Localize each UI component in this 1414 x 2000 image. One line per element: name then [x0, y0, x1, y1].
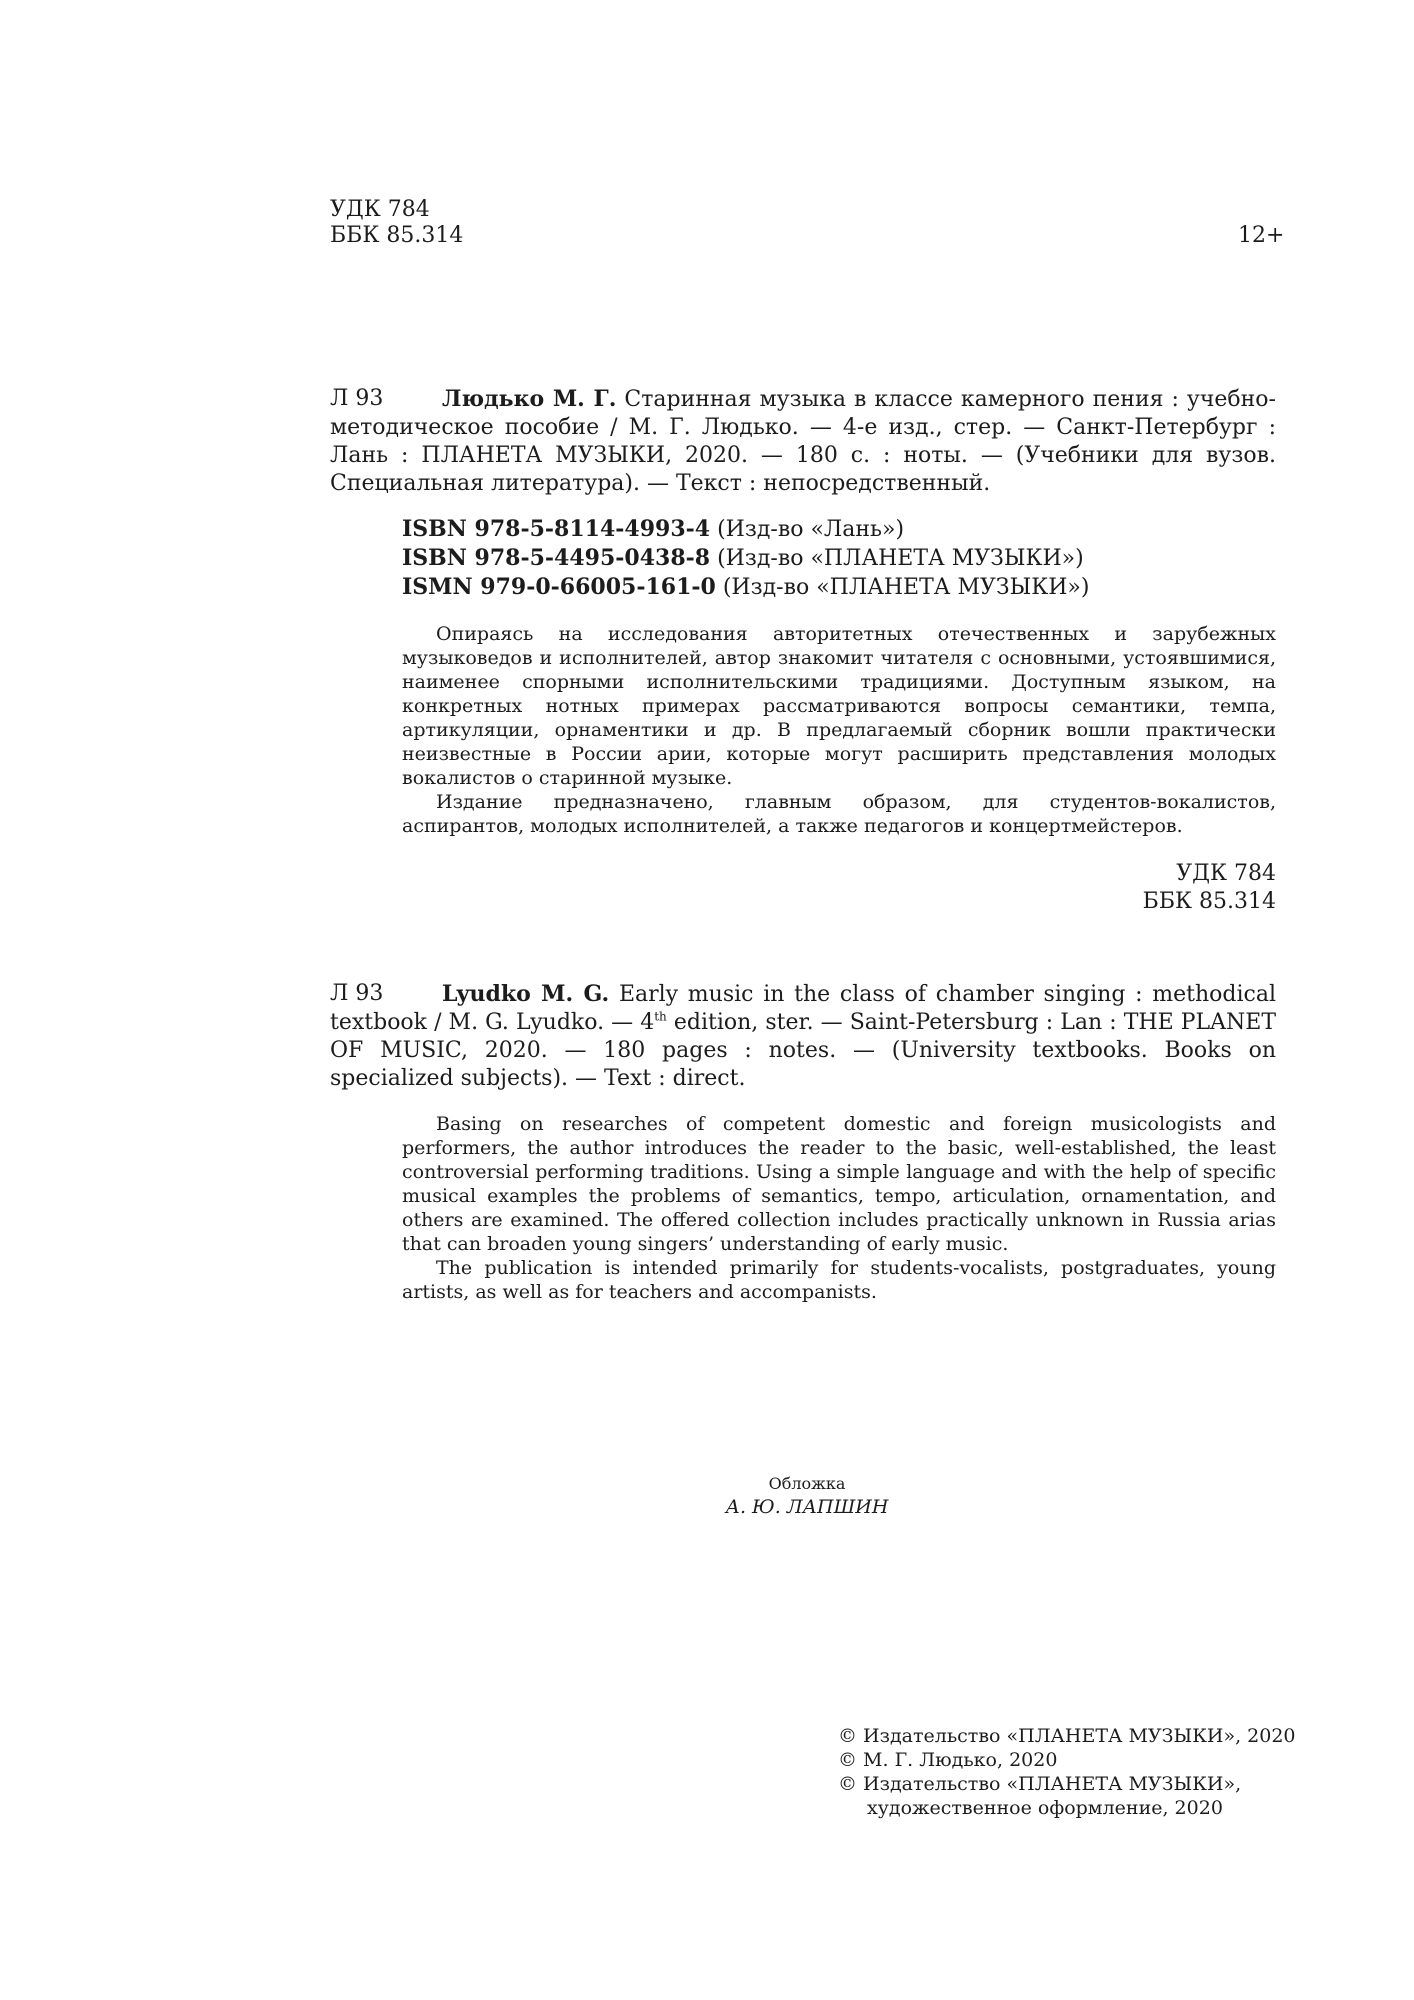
- isbn-number: ISBN 978-5-8114-4993-4: [402, 516, 711, 542]
- annotation-ru: [402, 622, 1276, 838]
- annotation-paragraph: Опираясь на исследования авторитетных отечественных и зарубежных музыковедов и исполнителей, автор знакомит читателя с основными, устоявшимися, наименее спорными исполнительскими традициями. Доступным языком, на конкретных нотных примерах рассматриваются вопросы семантики, темпа, артикуляции, орнаментики и др. В предлагаемый сборник вошли практически неизвестные в России арии, которые могут расширить представления молодых вокалистов о старинной музыке.: [402, 623, 1276, 789]
- bbk-code: ББК 85.314: [330, 223, 464, 248]
- isbn-publisher: (Изд-во «ПЛАНЕТА МУЗЫКИ»): [722, 575, 1090, 600]
- author-mark-en: Л 93: [330, 981, 384, 1006]
- isbn-line: [402, 544, 1089, 573]
- edition-superscript: th: [654, 1009, 667, 1024]
- citation-en: [330, 980, 1276, 1093]
- citation-text-ru: Старинная музыка в классе камерного пения : учебно-методическое пособие / М. Г. Людько. — 4-е изд., стер. — Санкт-Петербург : Лань : ПЛАНЕТА МУЗЫКИ, 2020. — 180 с. : ноты. — (Учебники для вузов. Специальная литература). — Текст : непосредственный.: [330, 387, 1276, 496]
- isbn-line: [402, 573, 1089, 602]
- copyright-block: [838, 1724, 1296, 1820]
- age-rating: 12+: [1238, 223, 1285, 248]
- isbn-publisher: (Изд-во «Лань»): [717, 517, 905, 542]
- bbk-code: ББК 85.314: [1142, 889, 1276, 914]
- ismn-number: ISMN 979-0-66005-161-0: [402, 574, 716, 600]
- citation-text-en-1: Early music in the class of chamber singing : methodical textbook / M. G. Lyudko. — 4: [330, 982, 1276, 1035]
- cover-label: Обложка: [768, 1474, 846, 1493]
- cover-credit: [607, 1473, 1007, 1519]
- udk-code: УДК 784: [330, 197, 430, 222]
- isbn-line: [402, 515, 1089, 544]
- copyright-line: художественное оформление, 2020: [867, 1797, 1223, 1819]
- copyright-line: © Издательство «ПЛАНЕТА МУЗЫКИ», 2020: [838, 1725, 1296, 1747]
- isbn-number: ISBN 978-5-4495-0438-8: [402, 545, 711, 571]
- copyright-line: © Издательство «ПЛАНЕТА МУЗЫКИ»,: [838, 1773, 1242, 1795]
- annotation-paragraph: The publication is intended primarily for students-vocalists, postgraduates, young artists, as well as for teachers and accompanists.: [402, 1257, 1276, 1303]
- author-name-en: Lyudko M. G.: [442, 981, 610, 1007]
- annotation-paragraph: Издание предназначено, главным образом, для студентов-вокалистов, аспирантов, молодых исполнителей, а также педагогов и концертмейстеров.: [402, 791, 1276, 837]
- isbn-publisher: (Изд-во «ПЛАНЕТА МУЗЫКИ»): [717, 546, 1084, 571]
- annotation-paragraph: Basing on researches of competent domestic and foreign musicologists and performers, the author introduces the reader to the basic, well-established, the least controversial performing traditions. Using a simple language and with the help of specific musical examples the problems of semantics, tempo, articulation, ornamentation, and others are examined. The offered collection includes practically unknown in Russia arias that can broaden young singers’ understanding of early music.: [402, 1113, 1276, 1255]
- citation-text-en-2: edition, ster. — Saint-Petersburg : Lan : THE PLANET OF MUSIC, 2020. — 180 pages : notes. — (University textbooks. Books on specialized subjects). — Text : direct.: [330, 1010, 1276, 1091]
- isbn-list: [402, 515, 1089, 602]
- cover-artist: А. Ю. ЛАПШИН: [725, 1496, 889, 1518]
- author-name-ru: Людько М. Г.: [442, 386, 617, 412]
- author-mark-ru: Л 93: [330, 386, 384, 411]
- copyright-line: © М. Г. Людько, 2020: [838, 1749, 1058, 1771]
- classification-bottom: [1143, 860, 1276, 916]
- udk-code: УДК 784: [1176, 861, 1276, 886]
- citation-ru: [330, 385, 1276, 498]
- annotation-en: [402, 1112, 1276, 1304]
